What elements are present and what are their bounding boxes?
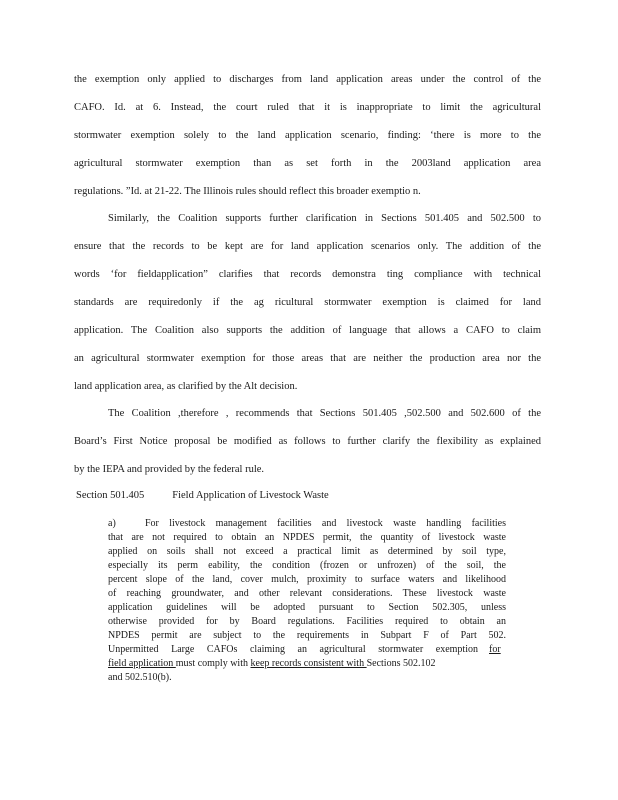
quote-line: application guidelines will be adopted pursuant to Section 502.305, unless (108, 602, 506, 613)
paragraph2-line: land application area, as clarified by the Alt decision. (74, 381, 298, 392)
quote-line-with-edits (108, 657, 506, 671)
quote-line: otherwise provided for by Board regulations. Facilities required to obtain an (108, 616, 506, 627)
quote-line: NPDES permit are subject to the requirements in Subpart F of Part 502. (108, 630, 506, 641)
section-title: Field Application of Livestock Waste (172, 490, 329, 501)
inserted-text: keep records consistent with (250, 658, 367, 669)
paragraph2-line: ensure that the records to be kept are for land application scenarios only. The addition of the (74, 241, 541, 252)
quote-line: applied on soils shall not exceed a practical limit as determined by soil type, (108, 546, 506, 557)
quote-line: percent slope of the land, cover mulch, proximity to surface waters and likelihood (108, 574, 506, 585)
paragraph3-line: Board’s First Notice proposal be modified as follows to further clarify the flexibility as explained (74, 436, 541, 447)
inserted-text: field application (108, 658, 176, 669)
paragraph2-line: application. The Coalition also supports the addition of language that allows a CAFO to claim (74, 325, 541, 336)
paragraph2-line: Similarly, the Coalition supports further clarification in Sections 501.405 and 502.500 to (108, 213, 541, 224)
paragraph2-line: words ‘for fieldapplication” clarifies that records demonstra ting compliance with technical (74, 269, 541, 280)
quote-line: and 502.510(b). (108, 672, 172, 683)
paragraph1-line: the exemption only applied to discharges from land application areas under the control of the (74, 74, 541, 85)
quote-text: must comply with (175, 658, 251, 669)
paragraph3-line: The Coalition ,therefore , recommends that Sections 501.405 ,502.500 and 502.600 of the (108, 408, 541, 419)
paragraph3-line: by the IEPA and provided by the federal rule. (74, 464, 265, 475)
quote-line: of reaching groundwater, and other relevant considerations. These livestock waste (108, 588, 506, 599)
paragraph1-line: agricultural stormwater exemption than as set forth in the 2003land application area (74, 158, 541, 169)
paragraph1-line: regulations. ”Id. at 21-22. The Illinois rules should reflect this broader exemptio n. (74, 186, 421, 197)
section-number: Section 501.405 (76, 490, 145, 501)
quote-line: especially its perm eability, the condition (frozen or unfrozen) of the soil, the (108, 560, 506, 571)
quote-line: that are not required to obtain an NPDES permit, the quantity of livestock waste (108, 532, 506, 543)
quote-text: Sections 502.102 (366, 658, 436, 669)
quote-underlined-text: for (489, 644, 501, 655)
paragraph2-line: an agricultural stormwater exemption for those areas that are neither the production area nor the (74, 353, 541, 364)
quote-line: Unpermitted Large CAFOs claiming an agricultural stormwater exemption (108, 644, 478, 655)
section-heading (76, 489, 329, 503)
paragraph1-line: stormwater exemption solely to the land application scenario, finding: ‘there is more to the (74, 130, 541, 141)
item-label: a) (108, 518, 116, 529)
paragraph2-line: standards are requiredonly if the ag ricultural stormwater exemption is claimed for land (74, 297, 541, 308)
quote-line: For livestock management facilities and livestock waste handling facilities (145, 518, 506, 529)
paragraph1-line: CAFO. Id. at 6. Instead, the court ruled that it is inappropriate to limit the agricultural (74, 102, 541, 113)
